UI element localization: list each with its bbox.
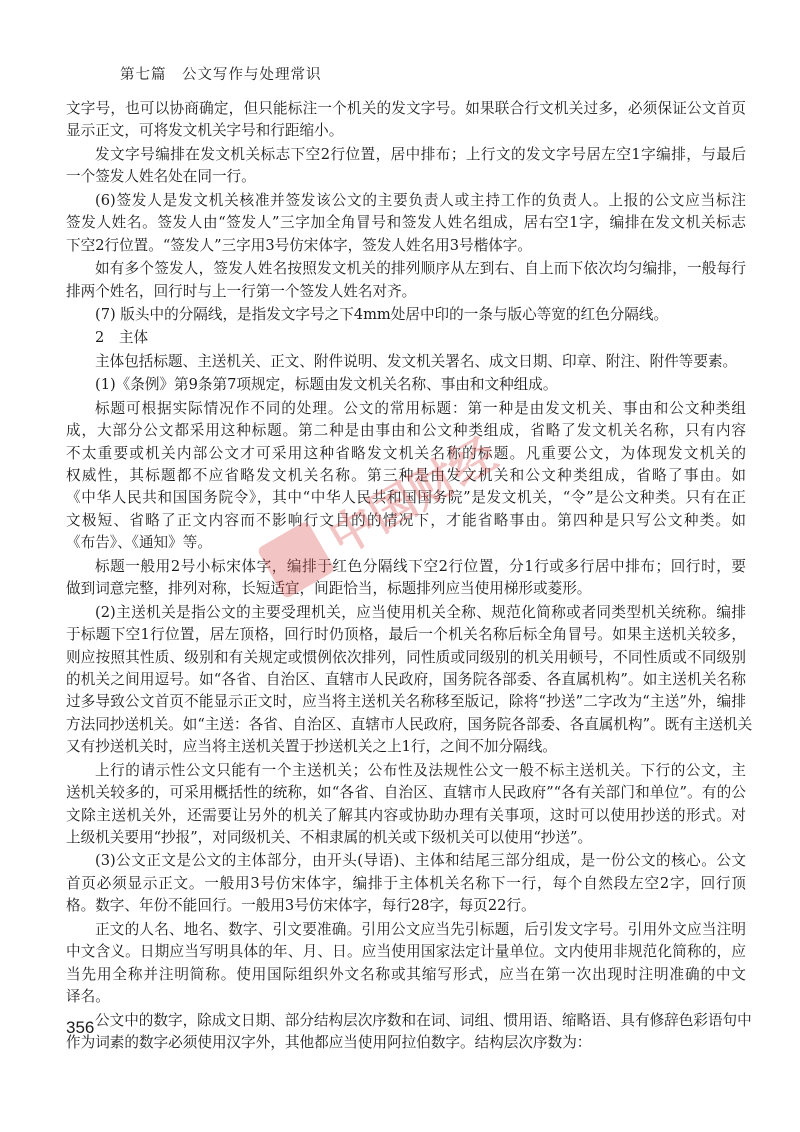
text-line: 标题可根据实际情况作不同的处理。公文的常用标题：第一种是由发文机关、事由和公文种类组 (95, 399, 746, 417)
text-line: 上行的请示性公文只能有一个主送机关；公布性及法规性公文一般不标主送机关。下行的公文，主 (95, 761, 746, 779)
text-line: 标题一般用2号小标宋体字，编排于红色分隔线下空2行位置，分1行或多行居中排布；回行时，要 (95, 557, 746, 575)
paragraph (66, 374, 746, 396)
text-line: 过多导致公文首页不能显示正文时，应当将主送机关名称移至版记，除将“抄送”二字改为“主送”外，编排 (66, 693, 746, 711)
text-line: 上级机关要用“抄报”，对同级机关、不相隶属的机关或下级机关可以使用“抄送”。 (66, 829, 593, 846)
paragraph (66, 190, 746, 257)
text-line: 首页必须显示正文。一般用3号仿宋体字，编排于主体机关名称下一行，每个自然段左空2字，回行顶 (66, 874, 746, 892)
paragraph (66, 258, 746, 303)
text-line: 显示正文，可将发文机关字号和行距缩小。 (66, 122, 344, 140)
text-line: 译名。 (66, 988, 110, 1006)
paragraph (66, 98, 746, 143)
paragraph (66, 760, 746, 850)
text-line: 2 主体 (95, 329, 149, 347)
text-line: 如有多个签发人，签发人姓名按照发文机关的排列顺序从左到右、自上而下依次均匀编排，一般每行 (95, 260, 746, 278)
text-line: 作为词素的数字必须使用汉字外，其他都应当使用阿拉伯数字。结构层次序数为： (66, 1033, 592, 1051)
text-line: (2)主送机关是指公文的主要受理机关，应当使用机关全称、规范化简称或者同类型机关统称。编排 (95, 603, 746, 621)
text-line: 当先用全称并注明简称。使用国际组织外文名称或其缩写形式，应当在第一次出现时注明准确的中文 (66, 965, 746, 983)
paragraph (66, 850, 746, 917)
text-line: 方法同抄送机关。如“主送：各省、自治区、直辖市人民政府，国务院各部委、各直属机构”。既有主送机关 (66, 715, 753, 733)
running-head: 第七篇 公文写作与处理常识 (120, 67, 322, 83)
text-line: 的机关之间用逗号。如“各省、自治区、直辖市人民政府，国务院各部委、各直属机构”。如主送机关名称 (66, 670, 746, 688)
paragraph (66, 1010, 752, 1055)
text-line: 《布告》、《通知》等。 (66, 534, 212, 552)
paragraph (66, 602, 753, 759)
paragraph (66, 556, 746, 601)
page-number: 356 (66, 1018, 95, 1037)
paragraph (66, 919, 746, 1009)
text-line: 文字号，也可以协商确定，但只能标注一个机关的发文字号。如果联合行文机关过多，必须保证公文首页 (66, 100, 746, 117)
text-line: 《中华人民共和国国务院令》，其中“中华人民共和国国务院”是发文机关，“令”是公文种类。只有在正 (66, 489, 746, 507)
text-line: 于标题下空1行位置，居左顶格，回行时仍顶格，最后一个机关名称后标全角冒号。如果主送机关较多， (66, 626, 746, 644)
text-line: 正文的人名、地名、数字、引文要准确。引用公文应当先引标题，后引发文字号。引用外文应当注明 (95, 920, 746, 938)
body-text (66, 98, 753, 1055)
text-line: (6)签发人是发文机关核准并签发该公文的主要负责人或主持工作的负责人。上报的公文应当标注 (95, 191, 746, 209)
text-line: 排两个姓名，回行时与上一行第一个签发人姓名对齐。 (66, 282, 417, 300)
paragraph (66, 304, 746, 326)
text-line: (1)《条例》第9条第7项规定，标题由发文机关名称、事由和文种组成。 (95, 376, 558, 394)
text-line: 则应按照其性质、级别和有关规定或惯例依次排列，同性质或同级别的机关用顿号，不同性质或不同级别 (66, 648, 746, 666)
text-line: 下空2行位置。“签发人”三字用3号仿宋体字，签发人姓名用3号楷体字。 (66, 236, 532, 254)
text-line: 成，大部分公文都采用这种标题。第二种是由事由和公文种类组成，省略了发文机关名称，只有内容 (66, 422, 746, 440)
text-line: 文极短、省略了正文内容而不影响行文目的的情况下，才能省略事由。第四种是只写公文种类。如 (66, 511, 746, 529)
text-line: 公文中的数字，除成文日期、部分结构层次序数和在词、词组、惯用语、缩略语、具有修辞色彩语句中 (95, 1011, 752, 1029)
paragraph (66, 351, 746, 373)
text-line: (7) 版头中的分隔线，是指发文字号之下4mm处居中印的一条与版心等宽的红色分隔线。 (95, 305, 669, 323)
text-line: 签发人姓名。签发人由“签发人”三字加全角冒号和签发人姓名组成，居右空1字，编排在发文机关标志 (66, 214, 746, 232)
watermark-text: 中国财经 (319, 426, 506, 566)
text-line: 主体包括标题、主送机关、正文、附件说明、发文机关署名、成文日期、印章、附注、附件等要素。 (95, 352, 738, 370)
section-heading (66, 327, 746, 349)
text-line: 中文含义。日期应当写明具体的年、月、日。应当使用国家法定计量单位。文内使用非规范化简称的，应 (66, 943, 746, 961)
text-line: 不太重要或机关内部公文才可采用这种省略发文机关名称的标题。凡重要公文，为体现发文机关的 (66, 444, 746, 462)
text-line: 一个签发人姓名处在同一行。 (66, 168, 256, 186)
paragraph (66, 398, 746, 555)
text-line: 发文字号编排在发文机关标志下空2行位置，居中排布；上行文的发文字号居左空1字编排，与最后 (95, 145, 746, 163)
text-line: (3)公文正文是公文的主体部分，由开头(导语)、主体和结尾三部分组成，是一份公文的核心。公文 (95, 852, 746, 870)
text-line: 做到词意完整，排列对称，长短适宜，间距恰当，标题排列应当使用梯形或菱形。 (66, 580, 592, 598)
text-line: 文除主送机关外，还需要让另外的机关了解其内容或协助办理有关事项，这时可以使用抄送的形式。对 (66, 806, 746, 824)
text-line: 格。数字、年份不能回行。一般用3号仿宋体字，每行28字，每页22行。 (66, 897, 536, 915)
text-line: 又有抄送机关时，应当将主送机关置于抄送机关之上1行，之间不加分隔线。 (66, 738, 557, 756)
text-line: 权威性，其标题都不应省略发文机关名称。第三种是由发文机关和公文种类组成，省略了事由。如 (66, 467, 746, 484)
text-line: 送机关较多的，可采用概括性的统称，如“各省、自治区、直辖市人民政府”“各有关部门和单位”。有的公 (66, 784, 746, 802)
paragraph (66, 144, 746, 189)
